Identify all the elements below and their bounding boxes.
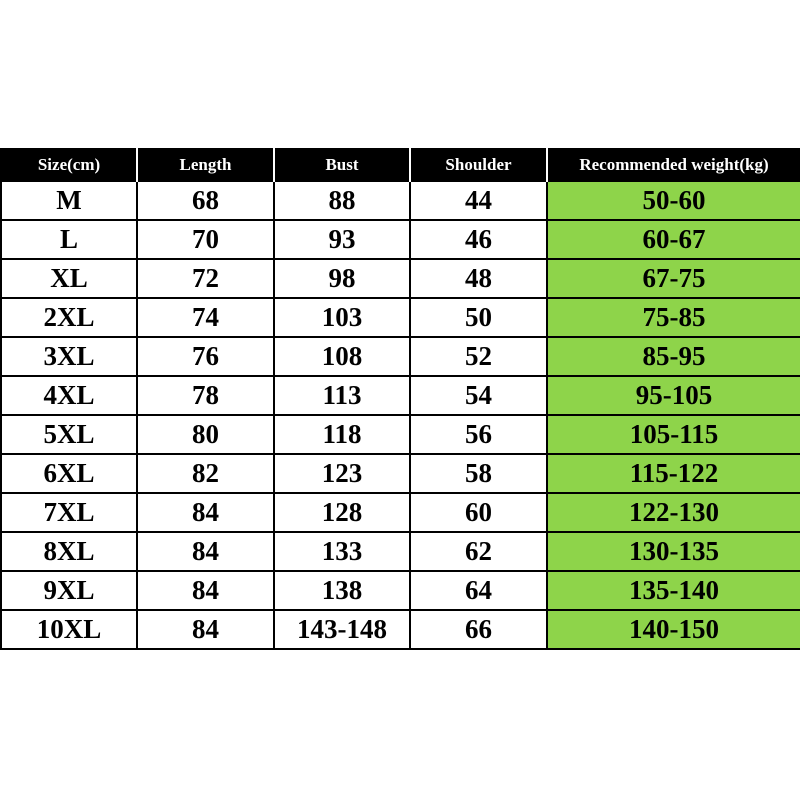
length-cell: 78 xyxy=(137,376,274,415)
length-cell: 82 xyxy=(137,454,274,493)
size-cell: 5XL xyxy=(1,415,137,454)
weight-cell: 85-95 xyxy=(547,337,800,376)
length-cell: 72 xyxy=(137,259,274,298)
shoulder-cell: 54 xyxy=(410,376,547,415)
length-cell: 84 xyxy=(137,571,274,610)
header-length: Length xyxy=(137,149,274,181)
weight-cell: 105-115 xyxy=(547,415,800,454)
header-bust: Bust xyxy=(274,149,410,181)
bust-cell: 108 xyxy=(274,337,410,376)
bust-cell: 98 xyxy=(274,259,410,298)
shoulder-cell: 48 xyxy=(410,259,547,298)
table-row xyxy=(1,298,800,337)
shoulder-cell: 62 xyxy=(410,532,547,571)
length-cell: 84 xyxy=(137,610,274,649)
table-row xyxy=(1,571,800,610)
table-row xyxy=(1,376,800,415)
header-shoulder: Shoulder xyxy=(410,149,547,181)
length-cell: 84 xyxy=(137,493,274,532)
table-row xyxy=(1,532,800,571)
bust-cell: 88 xyxy=(274,181,410,220)
length-cell: 84 xyxy=(137,532,274,571)
table-row xyxy=(1,493,800,532)
size-cell: XL xyxy=(1,259,137,298)
shoulder-cell: 58 xyxy=(410,454,547,493)
shoulder-cell: 66 xyxy=(410,610,547,649)
header-row xyxy=(1,149,800,181)
weight-cell: 67-75 xyxy=(547,259,800,298)
table-row xyxy=(1,220,800,259)
weight-cell: 122-130 xyxy=(547,493,800,532)
length-cell: 68 xyxy=(137,181,274,220)
size-cell: 6XL xyxy=(1,454,137,493)
length-cell: 74 xyxy=(137,298,274,337)
bust-cell: 138 xyxy=(274,571,410,610)
bust-cell: 133 xyxy=(274,532,410,571)
table-row xyxy=(1,415,800,454)
length-cell: 70 xyxy=(137,220,274,259)
table-row xyxy=(1,259,800,298)
table-row xyxy=(1,610,800,649)
size-cell: 7XL xyxy=(1,493,137,532)
size-cell: 4XL xyxy=(1,376,137,415)
size-chart-table xyxy=(0,148,800,650)
shoulder-cell: 56 xyxy=(410,415,547,454)
bust-cell: 93 xyxy=(274,220,410,259)
bust-cell: 123 xyxy=(274,454,410,493)
weight-cell: 50-60 xyxy=(547,181,800,220)
size-cell: 10XL xyxy=(1,610,137,649)
header-size: Size(cm) xyxy=(1,149,137,181)
size-cell: M xyxy=(1,181,137,220)
shoulder-cell: 44 xyxy=(410,181,547,220)
shoulder-cell: 46 xyxy=(410,220,547,259)
table-row xyxy=(1,181,800,220)
shoulder-cell: 52 xyxy=(410,337,547,376)
table-row xyxy=(1,337,800,376)
length-cell: 80 xyxy=(137,415,274,454)
bust-cell: 128 xyxy=(274,493,410,532)
size-cell: 3XL xyxy=(1,337,137,376)
shoulder-cell: 64 xyxy=(410,571,547,610)
table-row xyxy=(1,454,800,493)
weight-cell: 60-67 xyxy=(547,220,800,259)
weight-cell: 135-140 xyxy=(547,571,800,610)
size-cell: 8XL xyxy=(1,532,137,571)
size-cell: 9XL xyxy=(1,571,137,610)
length-cell: 76 xyxy=(137,337,274,376)
size-cell: 2XL xyxy=(1,298,137,337)
shoulder-cell: 50 xyxy=(410,298,547,337)
weight-cell: 115-122 xyxy=(547,454,800,493)
weight-cell: 75-85 xyxy=(547,298,800,337)
bust-cell: 118 xyxy=(274,415,410,454)
weight-cell: 95-105 xyxy=(547,376,800,415)
weight-cell: 140-150 xyxy=(547,610,800,649)
bust-cell: 113 xyxy=(274,376,410,415)
bust-cell: 103 xyxy=(274,298,410,337)
size-cell: L xyxy=(1,220,137,259)
header-recommended-weight: Recommended weight(kg) xyxy=(547,149,800,181)
bust-cell: 143-148 xyxy=(274,610,410,649)
shoulder-cell: 60 xyxy=(410,493,547,532)
weight-cell: 130-135 xyxy=(547,532,800,571)
